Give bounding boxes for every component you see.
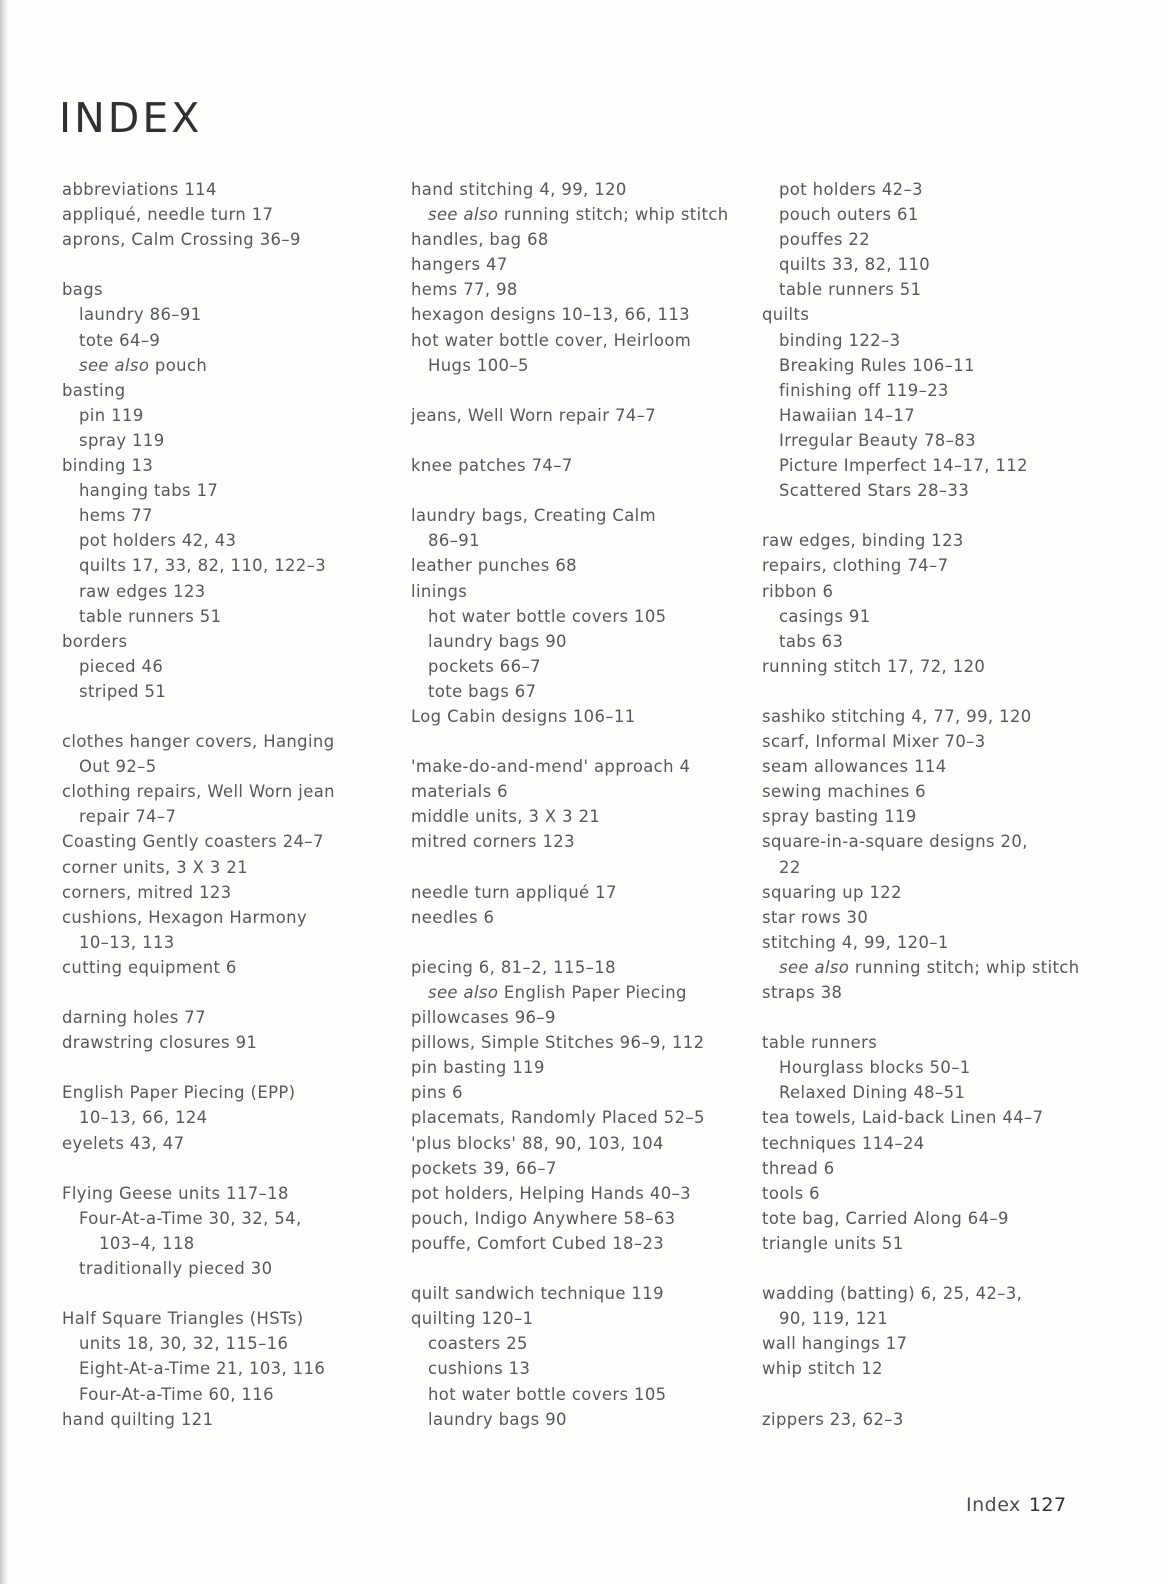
page-footer	[966, 1494, 1067, 1516]
index-entry	[411, 754, 751, 779]
entry-text: 10–13, 66, 124	[79, 1108, 208, 1128]
index-entry	[762, 804, 1102, 829]
see-also-label: see also	[428, 983, 499, 1002]
entry-text: darning holes 77	[62, 1008, 206, 1028]
index-subentry	[762, 277, 1102, 302]
see-also-label: see also	[428, 205, 499, 225]
index-entry	[62, 1407, 402, 1432]
entry-text: Breaking Rules 106–11	[779, 355, 975, 375]
entry-text: English Paper Piecing (EPP)	[62, 1083, 296, 1103]
entry-text: needles 6	[411, 907, 495, 927]
index-entry	[411, 1080, 751, 1105]
entry-text: tabs 63	[779, 631, 844, 651]
index-entry	[62, 1080, 402, 1105]
entry-text: hems 77	[79, 506, 153, 526]
entry-text: stitching 4, 99, 120–1	[762, 932, 949, 952]
entry-text: jeans, Well Worn repair 74–7	[411, 405, 657, 425]
entry-text: English Paper Piecing	[503, 983, 687, 1002]
index-entry	[762, 579, 1102, 604]
entry-text: eyelets 43, 47	[62, 1133, 185, 1153]
index-subentry	[411, 1382, 751, 1407]
index-entry	[62, 453, 402, 478]
index-entry	[762, 1156, 1102, 1181]
index-subentry	[762, 428, 1102, 453]
index-subentry	[62, 553, 402, 578]
entry-text: leather punches 68	[411, 556, 578, 576]
group-spacer	[411, 478, 751, 503]
index-entry	[411, 704, 751, 729]
entry-text: spray basting 119	[762, 807, 917, 827]
entry-text: triangle units 51	[762, 1233, 904, 1253]
entry-text: hems 77, 98	[411, 280, 518, 300]
index-entry	[762, 1407, 1102, 1432]
entry-text: mitred corners 123	[411, 832, 575, 852]
entry-text: pieced 46	[79, 656, 164, 676]
entry-text: hot water bottle cover, Heirloom	[411, 330, 692, 350]
index-subentry	[411, 980, 751, 1005]
index-subentry	[62, 528, 402, 553]
index-entry	[411, 1281, 751, 1306]
group-spacer	[62, 1156, 402, 1181]
entry-text: clothing repairs, Well Worn jean	[62, 782, 335, 802]
index-entry	[762, 1356, 1102, 1381]
index-entry	[762, 930, 1102, 955]
index-column-1	[62, 177, 402, 1432]
entry-text: pouffes 22	[779, 230, 871, 250]
index-entry	[762, 1281, 1102, 1306]
index-subentry	[762, 353, 1102, 378]
entry-text: piecing 6, 81–2, 115–18	[411, 957, 616, 977]
group-spacer	[62, 1281, 402, 1306]
entry-text: running stitch; whip stitch	[503, 205, 729, 225]
index-subentry	[411, 604, 751, 629]
entry-text: pot holders, Helping Hands 40–3	[411, 1183, 691, 1203]
entry-text: abbreviations 114	[62, 180, 217, 199]
index-entry	[411, 328, 751, 353]
index-subentry	[762, 378, 1102, 403]
entry-text: pouch outers 61	[779, 205, 919, 225]
index-entry	[411, 1181, 751, 1206]
index-entry	[762, 1331, 1102, 1356]
entry-text: handles, bag 68	[411, 230, 549, 250]
page-number: 127	[1028, 1494, 1067, 1516]
entry-text: Irregular Beauty 78–83	[779, 430, 976, 450]
entry-text: needle turn appliqué 17	[411, 882, 617, 902]
entry-text: aprons, Calm Crossing 36–9	[62, 230, 301, 250]
index-entry	[762, 528, 1102, 553]
entry-text: basting	[62, 380, 126, 400]
index-entry	[411, 453, 751, 478]
index-subentry	[62, 604, 402, 629]
entry-text: bags	[62, 280, 103, 300]
entry-text: Log Cabin designs 106–11	[411, 706, 636, 726]
group-spacer	[762, 1005, 1102, 1030]
entry-text: quilts 17, 33, 82, 110, 122–3	[79, 556, 327, 576]
entry-text: techniques 114–24	[762, 1133, 925, 1153]
entry-text: drawstring closures 91	[62, 1033, 258, 1053]
index-entry	[762, 704, 1102, 729]
index-subentry	[762, 403, 1102, 428]
entry-text: hand quilting 121	[62, 1409, 214, 1429]
entry-text: pins 6	[411, 1083, 463, 1103]
entry-text: hexagon designs 10–13, 66, 113	[411, 305, 690, 325]
entry-text: running stitch; whip stitch	[854, 957, 1080, 977]
index-entry	[62, 729, 402, 754]
entry-text: quilts	[762, 305, 810, 325]
entry-text: scarf, Informal Mixer 70–3	[762, 732, 986, 752]
entry-text: traditionally pieced 30	[79, 1259, 273, 1279]
index-entry	[762, 1206, 1102, 1231]
index-entry	[411, 1231, 751, 1256]
entry-text: spray 119	[79, 430, 165, 450]
index-entry	[62, 855, 402, 880]
group-spacer	[762, 1382, 1102, 1407]
index-entry	[762, 1030, 1102, 1055]
entry-text: laundry bags 90	[428, 1409, 567, 1429]
group-spacer	[762, 503, 1102, 528]
entry-text: cushions 13	[428, 1359, 531, 1379]
index-entry	[411, 1055, 751, 1080]
index-subentry	[411, 1331, 751, 1356]
index-entry	[762, 1105, 1102, 1130]
index-entry	[62, 1181, 402, 1206]
index-entry	[411, 1306, 751, 1331]
index-entry	[411, 829, 751, 854]
entry-text: sashiko stitching 4, 77, 99, 120	[762, 706, 1032, 726]
index-subentry	[762, 604, 1102, 629]
entry-text: star rows 30	[762, 907, 869, 927]
entry-text: Relaxed Dining 48–51	[779, 1083, 966, 1103]
index-entry	[62, 1306, 402, 1331]
entry-text: units 18, 30, 32, 115–16	[79, 1334, 289, 1354]
entry-text: appliqué, needle turn 17	[62, 205, 274, 225]
index-subentry	[762, 227, 1102, 252]
entry-text: middle units, 3 X 3 21	[411, 807, 601, 827]
index-subentry	[62, 302, 402, 327]
index-subentry	[62, 579, 402, 604]
entry-text: Eight-At-a-Time 21, 103, 116	[79, 1359, 326, 1379]
index-subentry	[411, 1407, 751, 1432]
entry-text: running stitch 17, 72, 120	[762, 656, 986, 676]
entry-text: 'make-do-and-mend' approach 4	[411, 757, 691, 777]
index-entry	[411, 1030, 751, 1055]
index-entry	[62, 177, 402, 202]
entry-text: laundry bags 90	[428, 631, 567, 651]
index-subentry	[62, 1382, 402, 1407]
index-subentry	[411, 1356, 751, 1381]
index-entry	[62, 955, 402, 980]
entry-text: sewing machines 6	[762, 782, 926, 802]
group-spacer	[411, 930, 751, 955]
index-entry	[411, 880, 751, 905]
index-subentry	[62, 754, 402, 779]
index-subentry	[62, 428, 402, 453]
entry-text: Out 92–5	[79, 757, 157, 777]
entry-text: tote bag, Carried Along 64–9	[762, 1208, 1009, 1228]
group-spacer	[62, 252, 402, 277]
index-entry	[62, 1005, 402, 1030]
entry-text: hot water bottle covers 105	[428, 1384, 667, 1404]
index-subentry	[62, 1105, 402, 1130]
group-spacer	[411, 1256, 751, 1281]
entry-text: cutting equipment 6	[62, 957, 237, 977]
index-entry	[762, 980, 1102, 1005]
index-subentry	[62, 1231, 402, 1256]
entry-text: 'plus blocks' 88, 90, 103, 104	[411, 1133, 664, 1153]
entry-text: squaring up 122	[762, 882, 902, 902]
index-entry	[411, 1105, 751, 1130]
entry-text: pot holders 42, 43	[79, 531, 237, 551]
entry-text: whip stitch 12	[762, 1359, 883, 1379]
index-subentry	[762, 328, 1102, 353]
index-subentry	[62, 804, 402, 829]
index-subentry	[62, 1206, 402, 1231]
index-entry	[762, 302, 1102, 327]
entry-text: knee patches 74–7	[411, 456, 573, 476]
entry-text: 86–91	[428, 531, 480, 551]
entry-text: quilts 33, 82, 110	[779, 255, 931, 275]
entry-text: pouch, Indigo Anywhere 58–63	[411, 1208, 676, 1228]
entry-text: coasters 25	[428, 1334, 528, 1354]
entry-text: straps 38	[762, 983, 843, 1002]
index-subentry	[762, 855, 1102, 880]
index-subentry	[62, 930, 402, 955]
index-entry	[411, 1005, 751, 1030]
group-spacer	[762, 1256, 1102, 1281]
entry-text: Half Square Triangles (HSTs)	[62, 1309, 304, 1329]
entry-text: quilting 120–1	[411, 1309, 534, 1329]
index-entry	[762, 729, 1102, 754]
index-subentry	[62, 654, 402, 679]
entry-text: borders	[62, 631, 128, 651]
entry-text: tote 64–9	[79, 330, 161, 350]
entry-text: pin basting 119	[411, 1058, 545, 1078]
index-entry	[411, 579, 751, 604]
entry-text: Hawaiian 14–17	[779, 405, 916, 425]
index-subentry	[411, 353, 751, 378]
entry-text: table runners 51	[779, 280, 922, 300]
entry-text: 10–13, 113	[79, 932, 175, 952]
index-subentry	[762, 453, 1102, 478]
index-entry	[62, 277, 402, 302]
index-subentry	[62, 478, 402, 503]
index-entry	[411, 227, 751, 252]
page-title: INDEX	[59, 94, 203, 142]
index-subentry	[411, 679, 751, 704]
entry-text: table runners 51	[79, 606, 222, 626]
index-entry	[411, 503, 751, 528]
entry-text: tools 6	[762, 1183, 821, 1203]
see-also-label: see also	[779, 957, 850, 977]
entry-text: raw edges, binding 123	[762, 531, 964, 551]
entry-text: wadding (batting) 6, 25, 42–3,	[762, 1284, 1023, 1304]
entry-text: 90, 119, 121	[779, 1309, 889, 1329]
footer-label: Index	[966, 1494, 1021, 1516]
index-subentry	[62, 1356, 402, 1381]
entry-text: zippers 23, 62–3	[762, 1409, 904, 1429]
index-entry	[62, 227, 402, 252]
index-entry	[62, 905, 402, 930]
index-subentry	[762, 629, 1102, 654]
entry-text: binding 122–3	[779, 330, 901, 350]
index-entry	[411, 1156, 751, 1181]
entry-text: 22	[779, 857, 801, 877]
index-column-3	[762, 177, 1102, 1432]
index-entry	[62, 829, 402, 854]
entry-text: seam allowances 114	[762, 757, 947, 777]
group-spacer	[62, 980, 402, 1005]
index-subentry	[411, 654, 751, 679]
book-spine-shadow	[0, 0, 8, 1584]
index-subentry	[62, 503, 402, 528]
group-spacer	[62, 704, 402, 729]
entry-text: Coasting Gently coasters 24–7	[62, 832, 324, 852]
entry-text: table runners	[762, 1033, 878, 1053]
entry-text: quilt sandwich technique 119	[411, 1284, 664, 1304]
index-entry	[762, 654, 1102, 679]
index-entry	[762, 1181, 1102, 1206]
index-subentry	[411, 528, 751, 553]
entry-text: laundry bags, Creating Calm	[411, 506, 656, 526]
index-entry	[411, 1131, 751, 1156]
entry-text: finishing off 119–23	[779, 380, 949, 400]
entry-text: square-in-a-square designs 20,	[762, 832, 1028, 852]
index-entry	[411, 177, 751, 202]
index-entry	[62, 202, 402, 227]
entry-text: corner units, 3 X 3 21	[62, 857, 248, 877]
index-entry	[762, 829, 1102, 854]
index-entry	[411, 779, 751, 804]
entry-text: pin 119	[79, 405, 144, 425]
index-entry	[411, 905, 751, 930]
group-spacer	[411, 855, 751, 880]
entry-text: pockets 66–7	[428, 656, 541, 676]
entry-text: hand stitching 4, 99, 120	[411, 180, 627, 199]
index-entry	[762, 1231, 1102, 1256]
entry-text: pouffe, Comfort Cubed 18–23	[411, 1233, 665, 1253]
index-subentry	[62, 1256, 402, 1281]
group-spacer	[411, 378, 751, 403]
index-entry	[62, 1131, 402, 1156]
entry-text: 103–4, 118	[99, 1233, 195, 1253]
entry-text: cushions, Hexagon Harmony	[62, 907, 308, 927]
index-entry	[411, 252, 751, 277]
entry-text: hot water bottle covers 105	[428, 606, 667, 626]
index-entry	[762, 754, 1102, 779]
index-subentry	[762, 252, 1102, 277]
entry-text: linings	[411, 581, 468, 601]
entry-text: binding 13	[62, 456, 154, 476]
index-entry	[62, 378, 402, 403]
index-subentry	[762, 1080, 1102, 1105]
entry-text: pouch	[154, 355, 208, 375]
index-entry	[411, 804, 751, 829]
entry-text: Scattered Stars 28–33	[779, 481, 970, 501]
index-subentry	[762, 177, 1102, 202]
index-entry	[762, 880, 1102, 905]
index-subentry	[411, 629, 751, 654]
entry-text: clothes hanger covers, Hanging	[62, 732, 335, 752]
entry-text: tote bags 67	[428, 681, 537, 701]
entry-text: materials 6	[411, 782, 508, 802]
entry-text: thread 6	[762, 1158, 835, 1178]
index-entry	[411, 553, 751, 578]
group-spacer	[762, 679, 1102, 704]
entry-text: hanging tabs 17	[79, 481, 219, 501]
index-entry	[762, 1131, 1102, 1156]
entry-text: laundry 86–91	[79, 305, 202, 325]
index-subentry	[762, 202, 1102, 227]
entry-text: striped 51	[79, 681, 167, 701]
index-entry	[62, 880, 402, 905]
entry-text: repairs, clothing 74–7	[762, 556, 949, 576]
index-subentry	[62, 1331, 402, 1356]
entry-text: casings 91	[779, 606, 871, 626]
group-spacer	[411, 428, 751, 453]
index-entry	[411, 955, 751, 980]
entry-text: tea towels, Laid-back Linen 44–7	[762, 1108, 1044, 1128]
index-subentry	[762, 955, 1102, 980]
entry-text: hangers 47	[411, 255, 508, 275]
index-entry	[762, 553, 1102, 578]
entry-text: Flying Geese units 117–18	[62, 1183, 289, 1203]
index-column-2	[411, 177, 751, 1432]
see-also-label: see also	[79, 355, 150, 375]
entry-text: Four-At-a-Time 60, 116	[79, 1384, 274, 1404]
index-subentry	[762, 1306, 1102, 1331]
group-spacer	[411, 729, 751, 754]
entry-text: placemats, Randomly Placed 52–5	[411, 1108, 705, 1128]
index-entry	[62, 779, 402, 804]
entry-text: wall hangings 17	[762, 1334, 908, 1354]
index-entry	[411, 403, 751, 428]
index-entry	[411, 277, 751, 302]
entry-text: Picture Imperfect 14–17, 112	[779, 456, 1028, 476]
entry-text: pillowcases 96–9	[411, 1008, 556, 1028]
entry-text: pockets 39, 66–7	[411, 1158, 557, 1178]
index-subentry	[62, 403, 402, 428]
entry-text: pot holders 42–3	[779, 180, 923, 199]
index-entry	[411, 1206, 751, 1231]
entry-text: Hugs 100–5	[428, 355, 529, 375]
index-subentry	[62, 328, 402, 353]
entry-text: pillows, Simple Stitches 96–9, 112	[411, 1033, 705, 1053]
entry-text: raw edges 123	[79, 581, 206, 601]
index-subentry	[62, 353, 402, 378]
index-subentry	[62, 679, 402, 704]
entry-text: corners, mitred 123	[62, 882, 232, 902]
entry-text: Hourglass blocks 50–1	[779, 1058, 971, 1078]
group-spacer	[62, 1055, 402, 1080]
entry-text: Four-At-a-Time 30, 32, 54,	[79, 1208, 302, 1228]
index-entry	[62, 1030, 402, 1055]
index-subentry	[762, 1055, 1102, 1080]
index-entry	[762, 905, 1102, 930]
index-entry	[762, 779, 1102, 804]
entry-text: ribbon 6	[762, 581, 834, 601]
index-entry	[62, 629, 402, 654]
entry-text: repair 74–7	[79, 807, 177, 827]
index-entry	[411, 302, 751, 327]
index-subentry	[411, 202, 751, 227]
index-subentry	[762, 478, 1102, 503]
